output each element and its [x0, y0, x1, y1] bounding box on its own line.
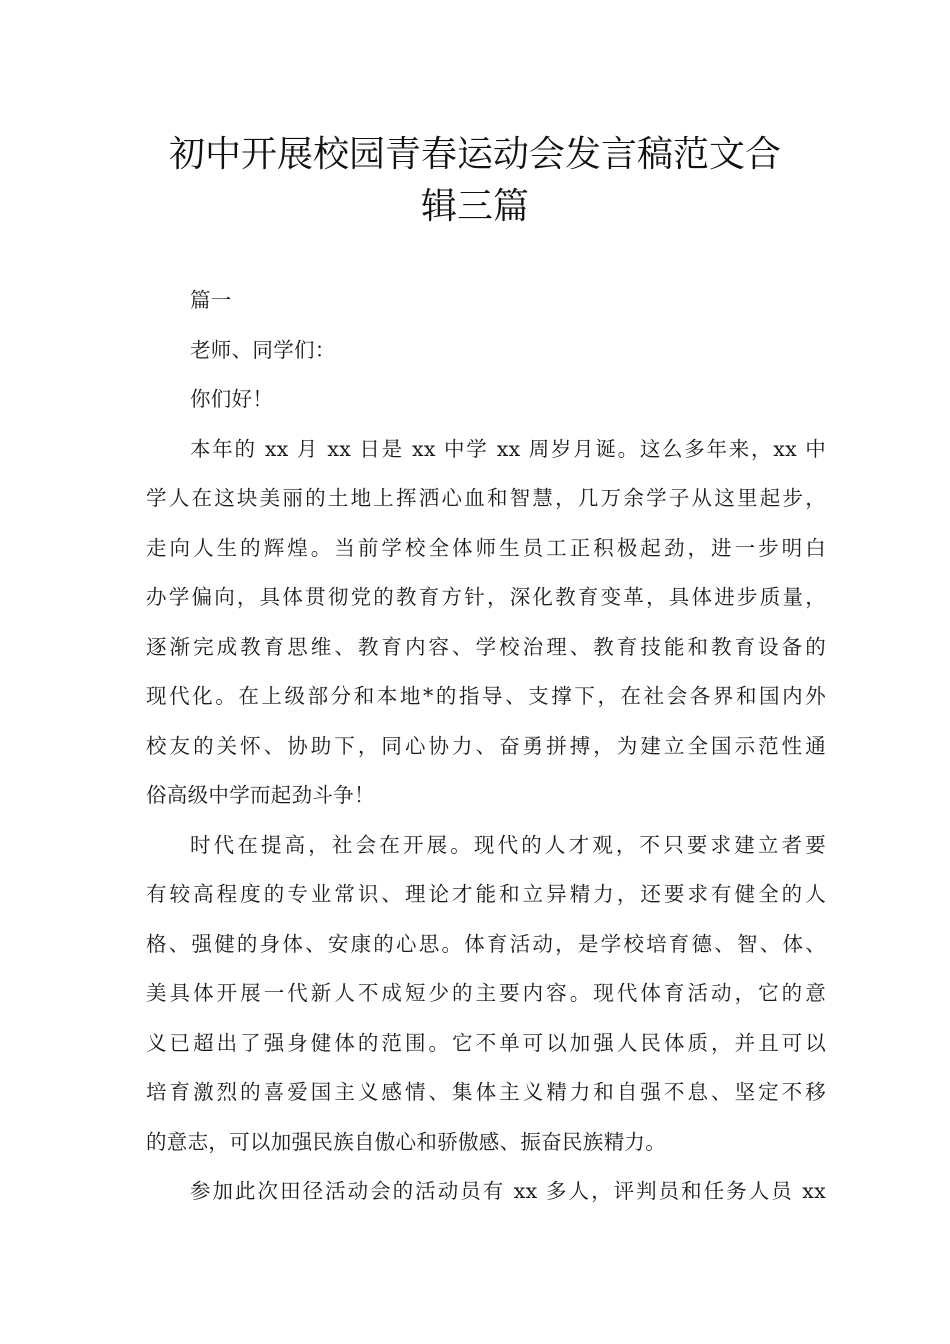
- text-line: 俗高级中学而起劲斗争！: [146, 783, 375, 807]
- text-line: 格、强健的身体、安康的心思。体育活动，是学校培育德、智、体、: [146, 931, 826, 956]
- text-line: 老师、同学们：: [190, 337, 336, 362]
- text-line: 义已超出了强身健体的范围。它不单可以加强人民体质，并且可以: [146, 1030, 826, 1055]
- text-line: 培育激烈的喜爱国主义感情、集体主义精力和自强不息、坚定不移: [146, 1080, 826, 1104]
- text-line: 有较高程度的专业常识、理论才能和立异精力，还要求有健全的人: [146, 882, 826, 906]
- text-line: 现代化。在上级部分和本地*的指导、支撑下，在社会各界和国内外: [146, 684, 826, 708]
- text-line: 走向人生的辉煌。当前学校全体师生员工正积极起劲，进一步明白: [146, 535, 826, 560]
- text-line: 时代在提高，社会在开展。现代的人才观，不只要求建立者要: [190, 832, 826, 857]
- text-line: 的意志，可以加强民族自傲心和骄傲感、振奋民族精力。: [146, 1129, 666, 1154]
- text-line: 参加此次田径活动会的活动员有 xx 多人，评判员和任务人员 xx: [190, 1179, 826, 1203]
- document-title-line-2: 辑三篇: [420, 186, 529, 227]
- document-title-line-1: 初中开展校园青春运动会发言稿范文合: [168, 134, 781, 175]
- text-line: 美具体开展一代新人不成短少的主要内容。现代体育活动，它的意: [146, 981, 826, 1005]
- text-line: 办学偏向，具体贯彻党的教育方针，深化教育变革，具体进步质量，: [146, 585, 826, 609]
- text-line: 校友的关怀、协助下，同心协力、奋勇拼搏，为建立全国示范性通: [146, 733, 826, 758]
- text-line: 学人在这块美丽的土地上挥洒心血和智慧，几万余学子从这里起步，: [146, 486, 826, 510]
- text-line: 本年的 xx 月 xx 日是 xx 中学 xx 周岁月诞。这么多年来，xx 中: [190, 436, 826, 461]
- text-line: 篇一: [190, 288, 232, 312]
- text-line: 逐渐完成教育思维、教育内容、学校治理、教育技能和教育设备的: [146, 634, 826, 659]
- document-body: [146, 276, 826, 1217]
- text-line: 你们好！: [190, 387, 274, 411]
